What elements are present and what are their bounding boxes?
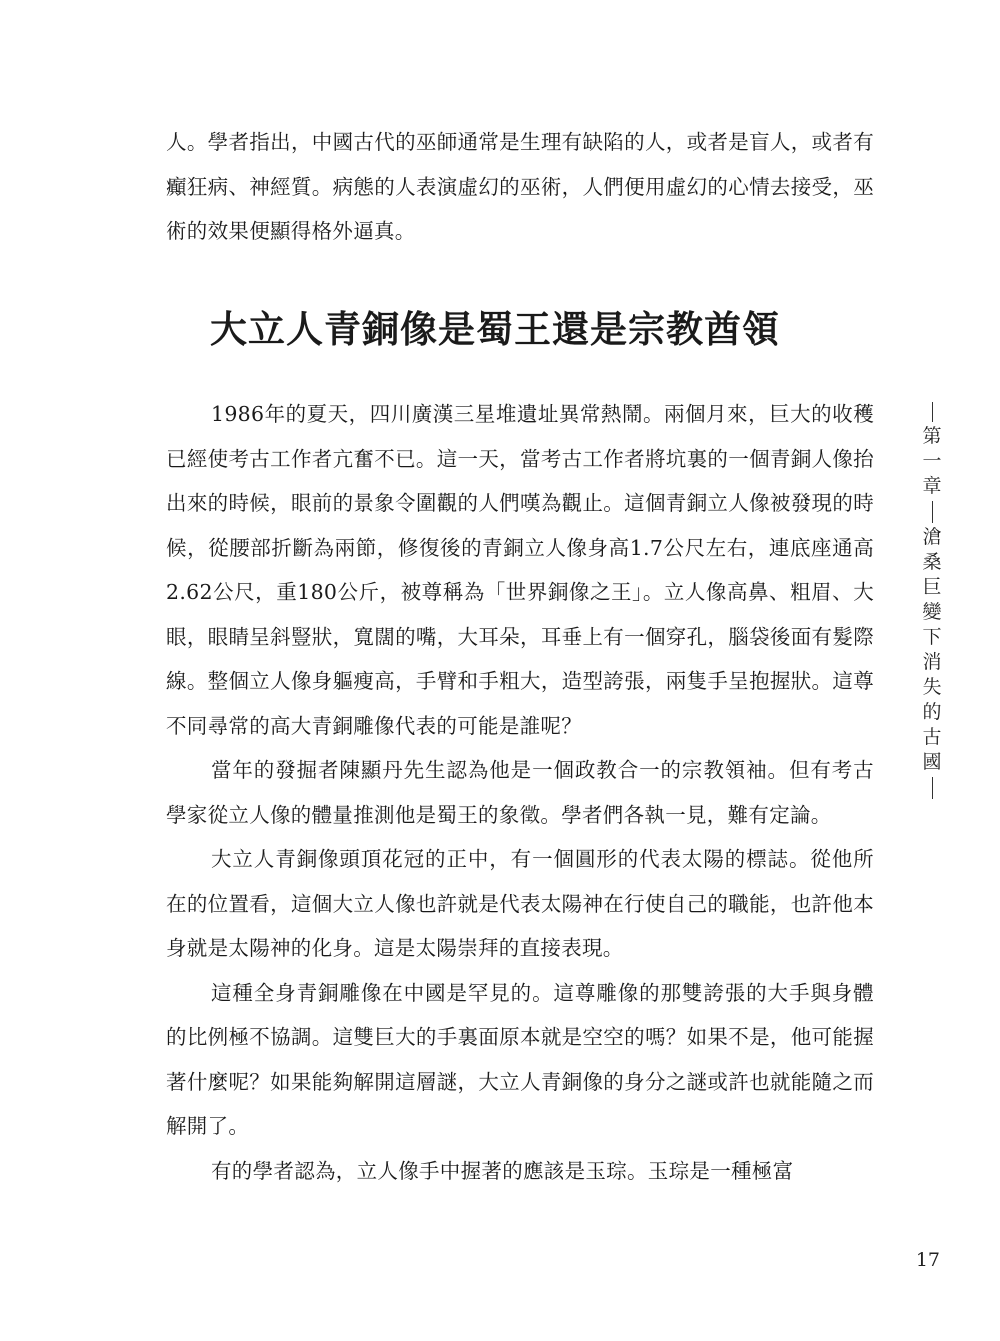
continued-paragraph-block — [166, 120, 874, 254]
running-head-rule-top — [932, 402, 933, 422]
running-head-glyph: 桑 — [922, 551, 942, 573]
running-head-glyph: 失 — [922, 676, 942, 698]
continued-paragraph: 人。學者指出，中國古代的巫師通常是生理有缺陷的人，或者是盲人，或者有癲狂病、神經質。病態的人表演虛幻的巫術，人們便用虛幻的心情去接受，巫術的效果便顯得格外逼真。 — [166, 130, 874, 243]
body-paragraph-2: 當年的發掘者陳顯丹先生認為他是一個政教合一的宗教領袖。但有考古學家從立人像的體量推測他是蜀王的象徵。學者們各執一見，難有定論。 — [166, 758, 874, 827]
running-head-glyph: 第 — [922, 425, 942, 447]
running-head-title — [922, 525, 941, 775]
running-head-glyph: 變 — [922, 601, 942, 623]
body-paragraph-4: 這種全身青銅雕像在中國是罕見的。這尊雕像的那雙誇張的大手與身體的比例極不協調。這雙巨大的手裏面原本就是空空的嗎？如果不是，他可能握著什麼呢？如果能夠解開這層謎，大立人青銅像的身分之謎或許也就能隨之而解開了。 — [166, 980, 874, 1138]
running-head-glyph: 國 — [922, 751, 942, 773]
running-head-glyph: 滄 — [922, 526, 942, 548]
body-text — [166, 392, 874, 1193]
running-head-glyph: 一 — [922, 450, 942, 472]
body-paragraph-3: 大立人青銅像頭頂花冠的正中，有一個圓形的代表太陽的標誌。從他所在的位置看，這個大立人像也許就是代表太陽神在行使自己的職能，也許他本身就是太陽神的化身。這是太陽崇拜的直接表現。 — [166, 847, 874, 960]
running-head — [918, 400, 946, 801]
running-head-glyph: 古 — [922, 726, 942, 748]
body-paragraph-5: 有的學者認為，立人像手中握著的應該是玉琮。玉琮是一種極富 — [211, 1158, 794, 1183]
running-head-glyph: 章 — [922, 475, 942, 497]
running-head-glyph: 下 — [922, 626, 942, 648]
page-number: 17 — [915, 1249, 940, 1271]
running-head-glyph: 消 — [922, 651, 942, 673]
running-head-rule-middle — [932, 501, 933, 523]
running-head-chapter — [922, 424, 941, 499]
running-head-glyph: 的 — [922, 701, 942, 723]
running-head-glyph: 巨 — [922, 576, 942, 598]
section-heading: 大立人青銅像是蜀王還是宗教酋領 — [210, 308, 780, 351]
running-head-rule-bottom — [932, 777, 933, 799]
body-paragraph-1: 1986年的夏天，四川廣漢三星堆遺址異常熱鬧。兩個月來，巨大的收穫已經使考古工作者亢奮不已。這一天，當考古工作者將坑裏的一個青銅人像抬出來的時候，眼前的景象令圍觀的人們嘆為觀止。這個青銅立人像被發現的時候，從腰部折斷為兩節，修復後的青銅立人像身高1.7公尺左右，連底座通高2.62公尺，重180公斤，被尊稱為「世界銅像之王」。立人像高鼻、粗眉、大眼，眼睛呈斜豎狀，寬闊的嘴，大耳朵，耳垂上有一個穿孔，腦袋後面有髮際線。整個立人像身軀瘦高，手臂和手粗大，造型誇張，兩隻手呈抱握狀。這尊不同尋常的高大青銅雕像代表的可能是誰呢？ — [166, 402, 874, 738]
